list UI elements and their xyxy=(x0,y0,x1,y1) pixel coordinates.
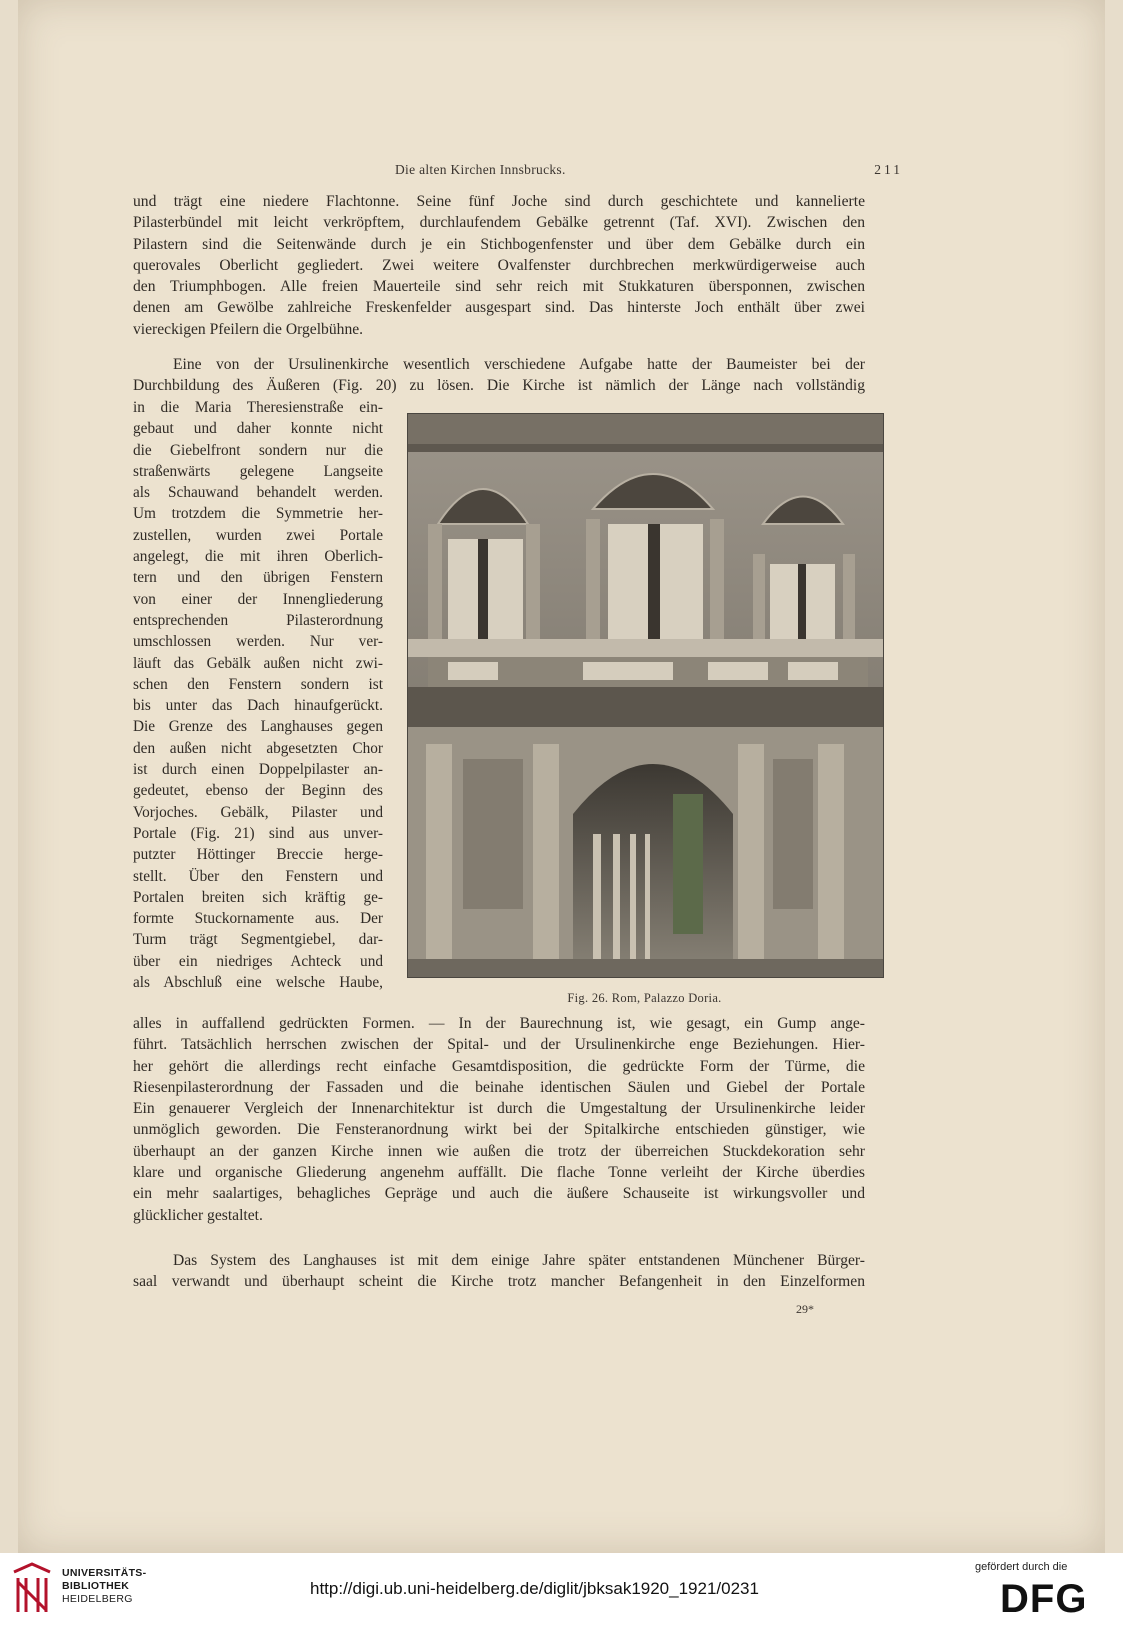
text-line: Die Grenze des Langhauses gegen xyxy=(133,718,383,736)
signature-mark: 29* xyxy=(796,1302,814,1316)
text-line: Riesenpilasterordnung der Fassaden und die beinahe identischen Säulen und Giebel der Portale xyxy=(133,1078,865,1096)
text-line: formte Stuckornamente aus. Der xyxy=(133,910,383,928)
text-line: viereckigen Pfeilern die Orgelbühne. xyxy=(133,320,364,338)
library-name[interactable] xyxy=(62,1567,146,1606)
library-line-1: UNIVERSITÄTS- xyxy=(62,1567,147,1579)
text-line: die Giebelfront sondern nur die xyxy=(133,441,383,459)
text-line: von einer der Innengliederung xyxy=(133,590,383,608)
text-line: Portale (Fig. 21) sind aus unver- xyxy=(133,824,383,842)
text-line: her gehört die allerdings recht einfache Gesamtdisposition, die gedrückte Form der Türme, die xyxy=(133,1057,865,1075)
text-line: als Abschluß eine welsche Haube, xyxy=(133,974,383,992)
text-line: über ein niedriges Achteck und xyxy=(133,952,383,970)
text-line: stellt. Über den Fenstern und xyxy=(133,867,383,885)
text-line: entsprechenden Pilasterordnung xyxy=(133,611,383,629)
text-line: Das System des Langhauses ist mit dem einige Jahre später entstandenen Münchener Bürger- xyxy=(173,1252,865,1269)
text-line: saal verwandt und überhaupt scheint die Kirche trotz mancher Befangenheit in den Einzelformen xyxy=(133,1273,865,1291)
text-line: den außen nicht abgesetzten Chor xyxy=(133,739,383,757)
figure-caption: Fig. 26. Rom, Palazzo Doria. xyxy=(567,991,722,1005)
text-line: läuft das Gebälk außen nicht zwi- xyxy=(133,654,383,672)
text-line: führt. Tatsächlich herrschen zwischen der Spital- und der Ursulinenkirche enge Beziehungen. Hier- xyxy=(133,1036,865,1054)
text-line: straßenwärts gelegene Langseite xyxy=(133,462,383,480)
text-line: als Schauwand behandelt werden. xyxy=(133,484,383,502)
text-line: unmöglich geworden. Die Fensteranordnung wirkt bei der Spitalkirche entschieden günstiger, wie xyxy=(133,1121,865,1139)
digitization-footer xyxy=(0,1553,1123,1632)
paragraph-2-column xyxy=(133,397,383,993)
text-line: und trägt eine niedere Flachtonne. Seine fünf Joche sind durch geschichtete und kannelierte xyxy=(133,193,865,210)
running-title: Die alten Kirchen Innsbrucks. xyxy=(395,162,566,177)
paragraph-2-intro xyxy=(133,354,865,397)
permalink-url[interactable]: http://digi.ub.uni-heidelberg.de/diglit/jbksak1920_1921/0231 xyxy=(310,1579,759,1598)
library-line-3: HEIDELBERG xyxy=(62,1593,133,1605)
text-line: Pilastern sind die Seitenwände durch je ein Stichbogenfenster und über dem Gebälke durch ein xyxy=(133,235,865,253)
dfg-logo[interactable]: DFG xyxy=(1000,1577,1088,1621)
text-line: putzter Höttinger Breccie herge- xyxy=(133,846,383,864)
text-line: Durchbildung des Äußeren (Fig. 20) zu lösen. Die Kirche ist nämlich der Länge nach vollständig xyxy=(133,377,865,395)
text-line: in die Maria Theresienstraße ein- xyxy=(133,399,383,416)
text-line: querovales Oberlicht gegliedert. Zwei weitere Ovalfenster durchbrechen merkwürdigerweise auch xyxy=(133,256,865,274)
facade-illustration xyxy=(408,414,883,977)
text-line: gedeutet, ebenso der Beginn des xyxy=(133,782,383,800)
text-line: klare und organische Gliederung angenehm auffällt. Die flache Tonne verleiht der Kirche überdies xyxy=(133,1164,865,1182)
text-line: gebaut und daher konnte nicht xyxy=(133,420,383,438)
text-line: zustellen, wurden zwei Portale xyxy=(133,526,383,544)
text-line: denen am Gewölbe zahlreiche Freskenfelder ausgespart sind. Das hinterste Joch enthält über zwei xyxy=(133,299,865,317)
library-line-2: BIBLIOTHEK xyxy=(62,1580,130,1592)
paragraph-1 xyxy=(133,191,865,340)
text-line: ein mehr saalartiges, behagliches Gepräge und auch die äußere Schauseite ist wirkungsvoller und xyxy=(133,1185,865,1203)
text-line: bis unter das Dach hinaufgerückt. xyxy=(133,697,383,715)
university-library-logo[interactable] xyxy=(10,1560,54,1620)
text-line: Vorjoches. Gebälk, Pilaster und xyxy=(133,803,383,821)
text-line: ist durch einen Doppelpilaster an- xyxy=(133,761,383,779)
text-line: überhaupt an der ganzen Kirche innen wie außen die trotz der überreichen Stuckdekoration sehr xyxy=(133,1142,865,1160)
page-number: 211 xyxy=(874,162,903,177)
text-line: Turm trägt Segmentgiebel, dar- xyxy=(133,931,383,949)
paragraph-3 xyxy=(133,1250,865,1293)
running-header xyxy=(0,162,1123,184)
figure-photo-palazzo-doria xyxy=(407,413,884,978)
text-line: Um trotzdem die Symmetrie her- xyxy=(133,505,383,523)
text-line: tern und den übrigen Fenstern xyxy=(133,569,383,587)
text-line: schen den Fenstern sondern ist xyxy=(133,675,383,693)
text-line: glücklicher gestaltet. xyxy=(133,1206,263,1224)
funding-label: gefördert durch die xyxy=(975,1561,1068,1573)
text-line: Ein genauerer Vergleich der Innenarchitektur ist durch die Umgestaltung der Ursulinenkirche leider xyxy=(133,1100,865,1118)
text-line: Portalen breiten sich kräftig ge- xyxy=(133,888,383,906)
text-line: Pilasterbündel mit leicht verkröpftem, durchlaufendem Gebälke getrennt (Taf. XVI). Zwischen den xyxy=(133,214,865,232)
text-line: den Triumphbogen. Alle freien Mauerteile sind sehr reich mit Stukkaturen übersponnen, zwischen xyxy=(133,278,865,296)
paragraph-2-rest xyxy=(133,1013,865,1226)
text-line: angelegt, die mit ihren Oberlich- xyxy=(133,548,383,566)
text-line: Eine von der Ursulinenkirche wesentlich verschiedene Aufgabe hatte der Baumeister bei der xyxy=(173,356,865,373)
text-line: alles in auffallend gedrückten Formen. — In der Baurechnung ist, wie gesagt, ein Gump ange- xyxy=(133,1015,865,1032)
text-line: umschlossen werden. Nur ver- xyxy=(133,633,383,651)
